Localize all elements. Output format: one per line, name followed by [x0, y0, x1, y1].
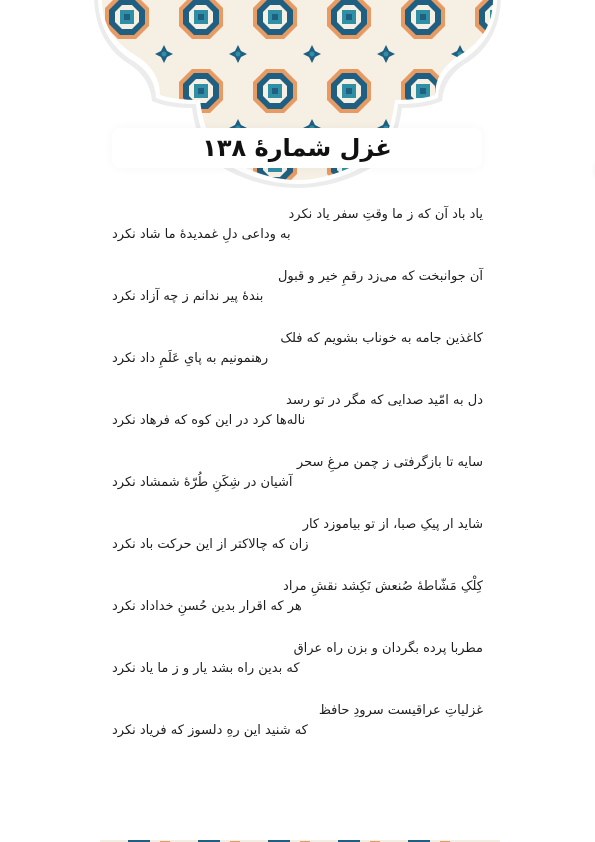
couplet	[112, 205, 483, 267]
couplet	[112, 515, 483, 577]
couplet	[112, 267, 483, 329]
couplet	[112, 701, 483, 763]
hemistich-first: دل به امّید صدایی که مگر در تو رسد	[286, 393, 483, 408]
hemistich-second: رهنمونیم به پایِ عَلَمِ داد نکرد	[112, 351, 269, 366]
side-decoration	[587, 160, 595, 180]
hemistich-second: بندهٔ پیر ندانم ز چه آزاد نکرد	[112, 289, 264, 304]
couplet	[112, 577, 483, 639]
hemistich-first: آن جوانبخت که می‌زد رقمِ خیر و قبول	[277, 269, 483, 284]
hemistich-second: به وداعی دلِ غمدیدهٔ ما شاد نکرد	[112, 227, 291, 242]
hemistich-first: کِلْکِ مَشّاطهٔ صُنعش نَکِشد نقشِ مراد	[283, 579, 483, 594]
hemistich-first: غزلیاتِ عراقیست سرودِ حافظ	[318, 703, 483, 718]
hemistich-second: ناله‌ها کرد در این کوه که فرهاد نکرد	[112, 413, 306, 428]
hemistich-second: که شنید این رهِ دلسوز که فریاد نکرد	[112, 723, 308, 738]
hemistich-first: یاد باد آن که ز ما وقتِ سفر یاد نکرد	[288, 207, 483, 222]
hemistich-first: شاید ار پیکِ صبا، از تو بیاموزد کار	[302, 517, 483, 532]
hemistich-second: آشیان در شِکَنِ طُرّهٔ شمشاد نکرد	[112, 475, 293, 490]
hemistich-second: هر که اقرار بدین حُسنِ خداداد نکرد	[112, 599, 302, 614]
poem-body	[112, 205, 483, 763]
couplet	[112, 391, 483, 453]
couplet	[112, 329, 483, 391]
hemistich-second: که بدین راه بشد یار و ز ما یاد نکرد	[112, 661, 300, 676]
footer-tile-ornament	[100, 836, 500, 842]
couplet	[112, 639, 483, 701]
hemistich-first: مطربا پرده بگردان و بزن راه عراق	[293, 641, 483, 656]
hemistich-first: سایه تا بازگرفتی ز چمن مرغِ سحر	[296, 455, 483, 470]
hemistich-second: زان که چالاکتر از این حرکت باد نکرد	[112, 537, 309, 552]
poem-title: غزل شمارهٔ ۱۳۸	[202, 134, 392, 162]
couplet	[112, 453, 483, 515]
hemistich-first: کاغذین جامه به خوناب بشویم که فلک	[280, 331, 483, 346]
